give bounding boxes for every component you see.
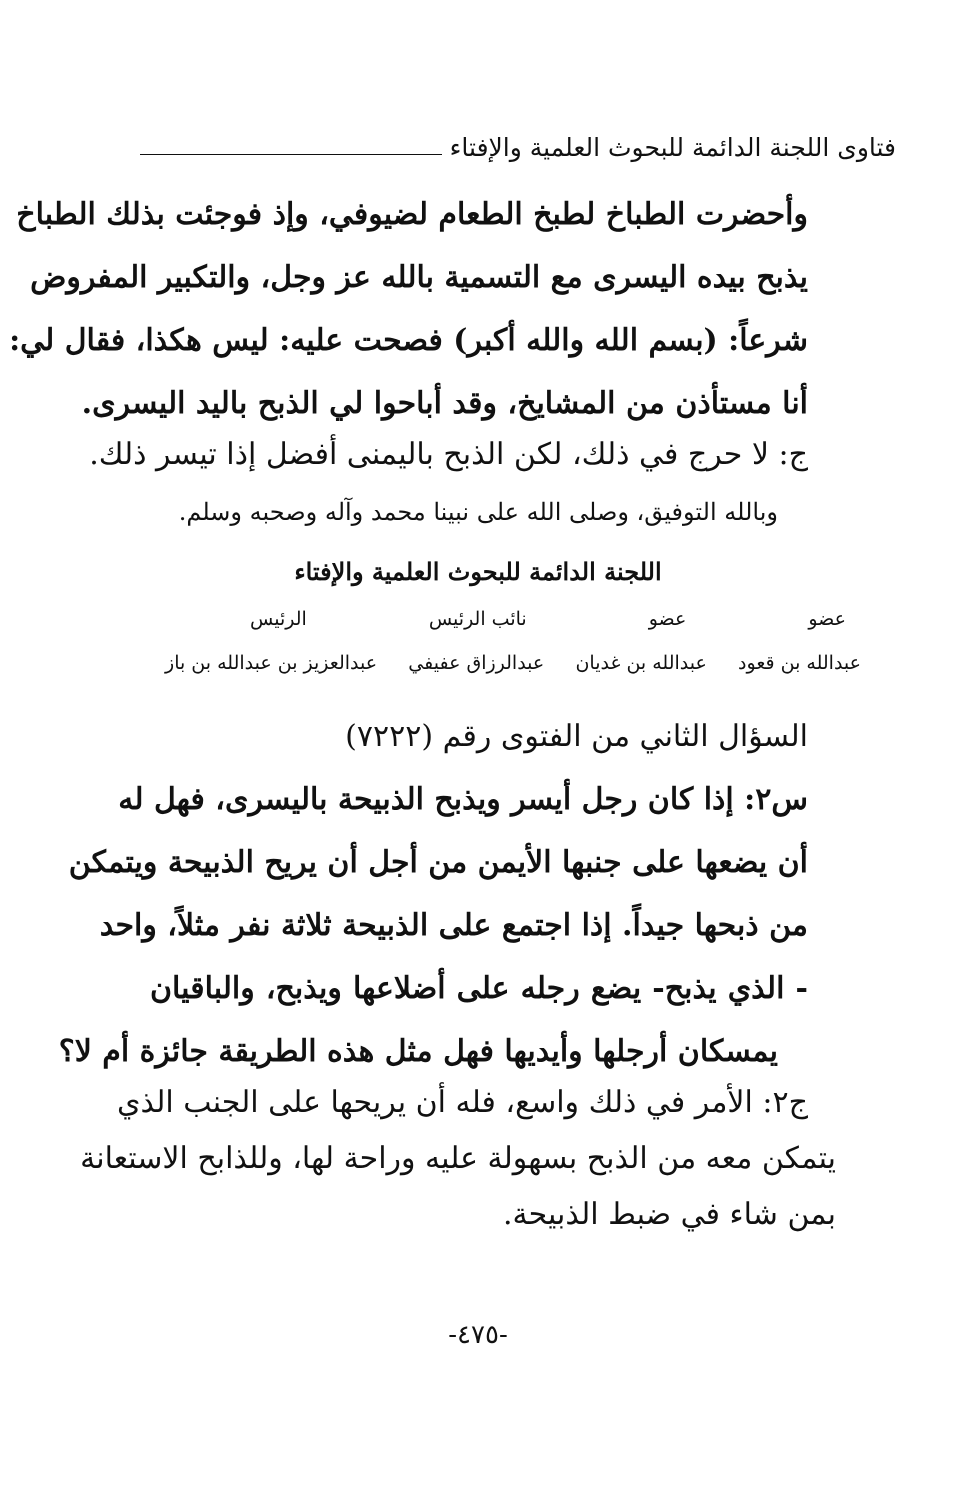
- answer-1: ج: لا حرج في ذلك، لكن الذبح باليمنى أفضل إذا تيسر ذلك.: [89, 437, 808, 472]
- question-line: من ذبحها جيداً. إذا اجتمع على الذبيحة ثلاثة نفر مثلاً، واحد: [99, 908, 808, 943]
- signature-role: عضو: [648, 608, 687, 630]
- signature-name: عبدالعزيز بن عبدالله بن باز: [165, 652, 378, 674]
- answer-line: يتمكن معه من الذبح بسهولة عليه وراحة لها، وللذابح الاستعانة: [80, 1141, 836, 1176]
- signature-roles: [250, 608, 846, 630]
- question-line: - الذي يذبح- يضع رجله على أضلاعها ويذبح، والباقيان: [150, 971, 808, 1006]
- body-line: شرعاً: (بسم الله والله أكبر) فصحت عليه: ليس هكذا، فقال لي:: [9, 323, 808, 358]
- signature-name: عبدالرزاق عفيفي: [408, 652, 545, 674]
- page-number: -٤٧٥-: [448, 1320, 508, 1350]
- closing-prayer: وبالله التوفيق، وصلى الله على نبينا محمد وآله وصحبه وسلم.: [178, 498, 778, 526]
- question-2-title: السؤال الثاني من الفتوى رقم (٧٢٢٢): [345, 719, 808, 754]
- body-line: يذبح بيده اليسرى مع التسمية بالله عز وجل، والتكبير المفروض: [30, 260, 808, 295]
- answer-line: بمن شاء في ضبط الذبيحة.: [502, 1197, 836, 1232]
- signature-role: نائب الرئيس: [428, 608, 527, 630]
- committee-name: اللجنة الدائمة للبحوث العلمية والإفتاء: [294, 557, 662, 586]
- running-header: [140, 128, 896, 168]
- question-line: أن يضعها على جنبها الأيمن من أجل أن يريح الذبيحة ويتمكن: [68, 845, 808, 880]
- body-line: أنا مستأذن من المشايخ، وقد أباحوا لي الذبح باليد اليسرى.: [81, 386, 808, 421]
- header-title: فتاوى اللجنة الدائمة للبحوث العلمية والإفتاء: [449, 133, 896, 162]
- signature-name: عبدالله بن غديان: [575, 652, 707, 674]
- answer-line: ج٢: الأمر في ذلك واسع، فله أن يريحها على الجنب الذي: [117, 1085, 808, 1120]
- body-line: وأحضرت الطباخ لطبخ الطعام لضيوفي، وإذ فوجئت بذلك الطباخ: [16, 197, 808, 232]
- signature-role: عضو: [808, 608, 846, 630]
- signature-role: الرئيس: [250, 608, 307, 630]
- question-line: يمسكان أرجلها وأيديها فهل مثل هذه الطريقة جائزة أم لا؟: [58, 1034, 778, 1069]
- signature-name: عبدالله بن قعود: [738, 652, 861, 674]
- question-line: س٢: إذا كان رجل أيسر ويذبح الذبيحة باليسرى، فهل له: [118, 782, 808, 817]
- signature-names: [165, 652, 861, 674]
- header-rule: [140, 154, 442, 155]
